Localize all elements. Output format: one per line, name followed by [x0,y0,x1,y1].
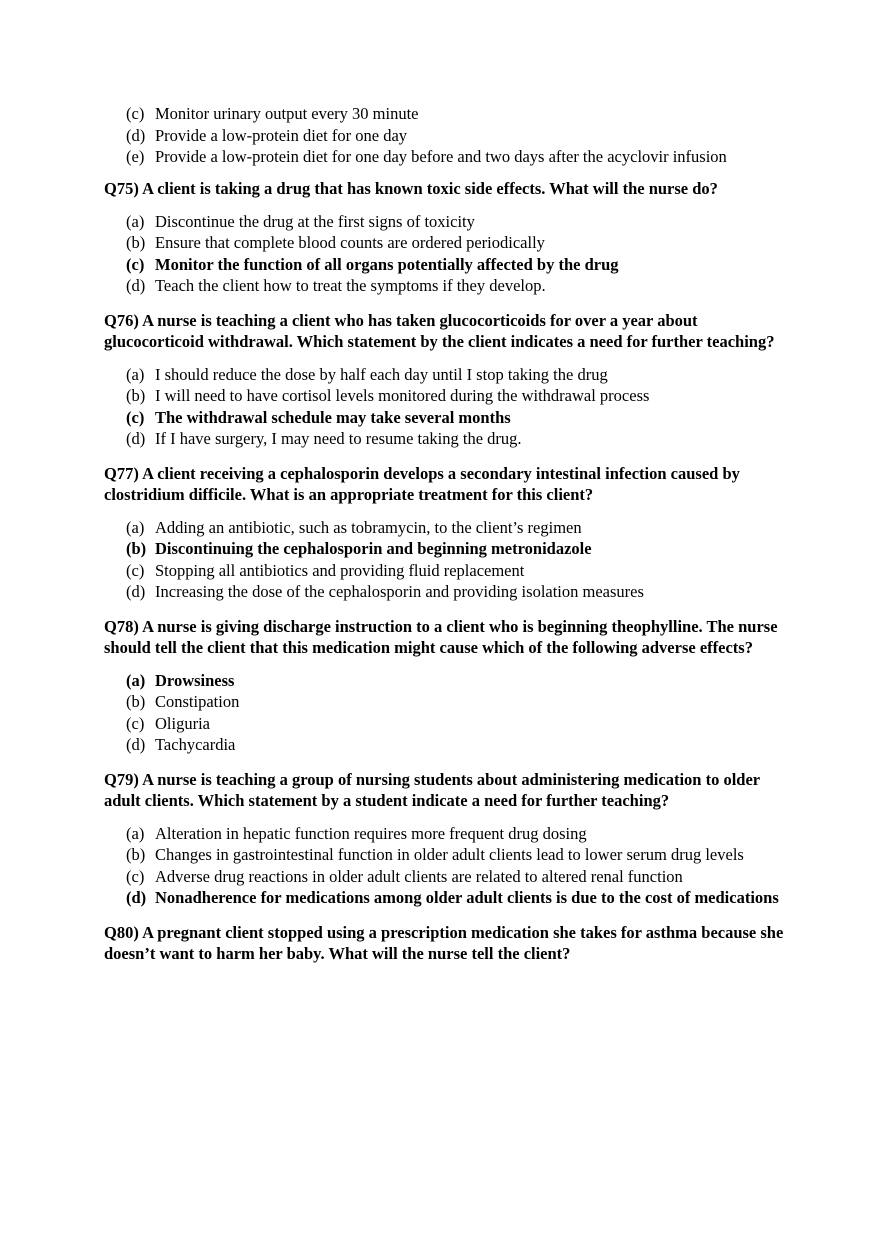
answer-option [104,844,784,866]
answer-option [104,103,804,125]
option-letter: (a) [126,211,145,231]
answer-option-correct [104,887,784,909]
option-text: Discontinue the drug at the first signs of toxicity [155,211,475,231]
option-letter: (d) [126,735,146,754]
question-stem: A nurse is teaching a client who has taken glucocorticoids for over a year about glucocorticoid withdrawal. Which statement by the client indicates a need for further teaching? [104,310,775,351]
question-block [104,463,784,603]
option-letter: (d) [126,125,146,145]
question-text [104,310,784,353]
option-letter: (b) [126,233,146,252]
answer-option [104,560,784,582]
option-letter: (d) [126,429,146,448]
question-number: Q75) [104,179,139,198]
answer-option-correct [104,538,784,560]
answer-option [104,691,784,713]
answer-option-correct [104,407,784,429]
option-text: Adding an antibiotic, such as tobramycin, to the client’s regimen [155,517,582,537]
option-letter: (d) [126,276,146,295]
answer-options-list [104,823,784,909]
answer-option [104,713,784,735]
answer-option [104,125,804,147]
answer-option [104,211,784,233]
question-block [104,178,784,297]
answer-options-list [104,364,784,450]
answer-option [104,734,784,756]
option-letter: (b) [126,845,146,864]
question-block [104,616,784,756]
option-text: The withdrawal schedule may take several months [155,407,511,427]
question-text [104,178,784,200]
question-text [104,769,784,812]
option-text: Changes in gastrointestinal function in older adult clients lead to lower serum drug levels [155,845,744,864]
question-stem: A pregnant client stopped using a prescription medication she takes for asthma because she doesn’t want to harm her baby. What will the nurse tell the client? [104,922,784,963]
option-letter: (b) [126,386,146,405]
answer-option [104,146,804,168]
option-text: Alteration in hepatic function requires more frequent drug dosing [155,823,587,843]
option-text: Drowsiness [155,670,235,690]
question-number: Q79) [104,769,139,789]
option-text: I will need to have cortisol levels monitored during the withdrawal process [155,386,650,405]
option-letter: (d) [126,582,146,601]
option-text: Nonadherence for medications among older adult clients is due to the cost of medications [155,888,779,907]
option-text: Provide a low-protein diet for one day [155,125,408,145]
question-stem: A nurse is giving discharge instruction to a client who is beginning theophylline. The nurse should tell the client that this medication might cause which of the following adverse effects? [104,616,778,657]
answer-options-list [104,517,784,603]
question-number: Q80) [104,922,139,942]
option-text: Ensure that complete blood counts are ordered periodically [155,233,545,252]
option-text: Monitor urinary output every 30 minute [155,104,419,123]
answer-option [104,232,784,254]
option-letter: (c) [126,104,145,123]
answer-option [104,823,784,845]
option-text: I should reduce the dose by half each day until I stop taking the drug [155,364,608,384]
option-letter: (b) [126,539,147,558]
answer-option [104,866,784,888]
answer-option-correct [104,254,784,276]
option-letter: (c) [126,866,145,886]
option-text: Stopping all antibiotics and providing fluid replacement [155,560,525,580]
option-letter: (b) [126,692,146,711]
option-text: Monitor the function of all organs potentially affected by the drug [155,254,619,274]
question-stem: A nurse is teaching a group of nursing students about administering medication to older adult clients. Which statement by a student indicate a need for further teaching? [104,769,760,810]
answer-option [104,517,784,539]
answer-option [104,364,784,386]
question-text [104,616,784,659]
question-text [104,922,784,965]
option-letter: (e) [126,147,145,166]
question-block [104,310,784,450]
option-text: Provide a low-protein diet for one day before and two days after the acyclovir infusion [155,147,727,166]
answer-option [104,385,784,407]
option-letter: (c) [126,254,145,274]
option-letter: (a) [126,823,145,843]
option-letter: (a) [126,517,145,537]
question-stem: A client receiving a cephalosporin develops a secondary intestinal infection caused by clostridium difficile. What is an appropriate treatment for this client? [104,463,740,504]
option-text: Tachycardia [155,735,236,754]
question-number: Q77) [104,463,139,483]
question-stem: A client is taking a drug that has known toxic side effects. What will the nurse do? [142,179,718,198]
option-letter: (a) [126,364,145,384]
option-letter: (a) [126,670,146,690]
option-text: Oliguria [155,713,210,733]
answer-option [104,428,784,450]
answer-options-list [104,211,784,297]
option-text: Increasing the dose of the cephalosporin and providing isolation measures [155,582,644,601]
option-text: Constipation [155,692,240,711]
option-letter: (c) [126,713,145,733]
option-letter: (c) [126,560,145,580]
answer-options-list [104,670,784,756]
option-text: Discontinuing the cephalosporin and beginning metronidazole [155,539,592,558]
question-number: Q78) [104,616,139,636]
option-text: If I have surgery, I may need to resume taking the drug. [155,429,522,448]
continued-options-list [104,103,804,168]
answer-option-correct [104,670,784,692]
option-letter: (c) [126,407,145,427]
option-letter: (d) [126,888,147,907]
question-number: Q76) [104,310,139,330]
answer-option [104,581,784,603]
option-text: Teach the client how to treat the symptoms if they develop. [155,276,546,295]
question-text [104,463,784,506]
question-block [104,922,784,965]
answer-option [104,275,784,297]
option-text: Adverse drug reactions in older adult clients are related to altered renal function [155,866,683,886]
question-block [104,769,784,909]
questions-list [104,178,784,978]
